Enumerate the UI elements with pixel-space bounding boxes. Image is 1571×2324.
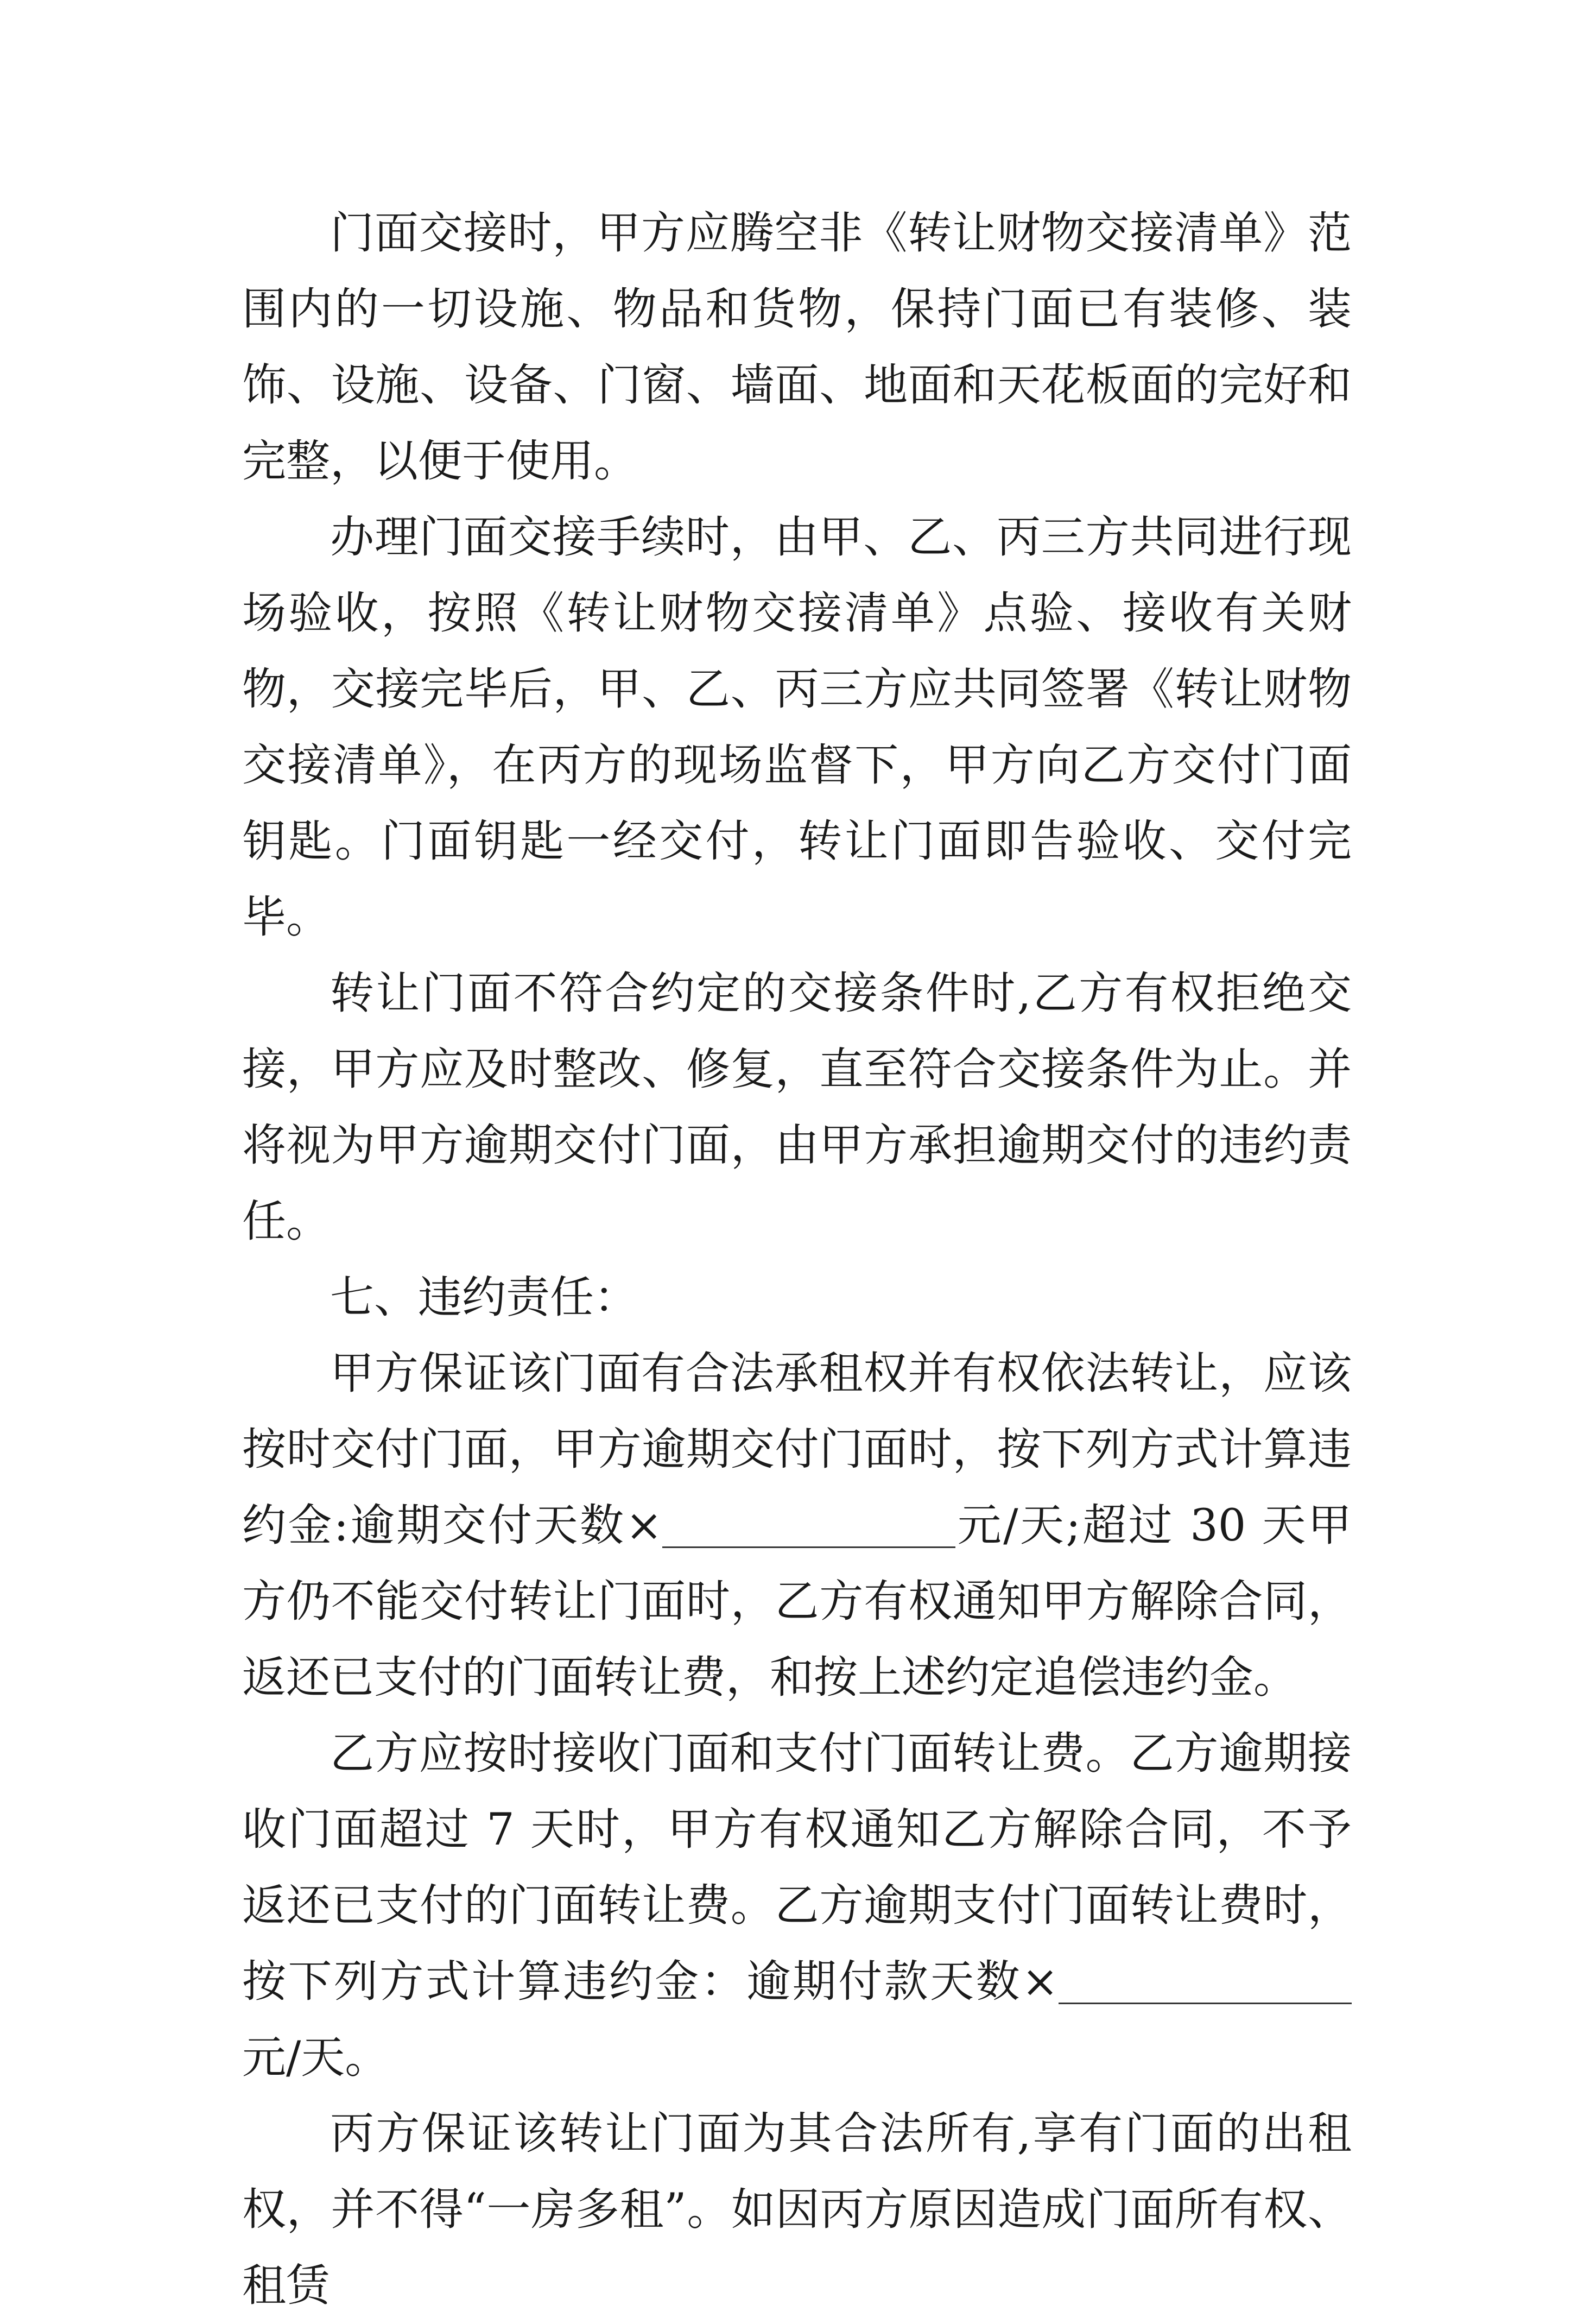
party-b-liability-text-end: 元/天。 xyxy=(242,2032,389,2083)
paragraph-party-a-liability xyxy=(242,1336,1352,1716)
paragraph-party-b-liability xyxy=(242,1716,1352,2096)
party-b-liability-text-start: 乙方应按时接收门面和支付门面转让费。乙方逾期接收门面超过 7 天时，甲方有权通知乙方解除合同，不予返还已支付的门面转让费。乙方逾期支付门面转让费时，按下列方式计算违约金：逾期付款天数× xyxy=(242,1728,1352,2007)
paragraph-party-c-guarantee: 丙方保证该转让门面为其合法所有,享有门面的出租权，并不得“一房多租”。如因丙方原因造成门面所有权、租赁 xyxy=(242,2108,1352,2312)
daily-penalty-blank-b xyxy=(1059,1959,1352,2004)
document-page xyxy=(242,195,1352,2324)
paragraph-handover-procedure: 办理门面交接手续时，由甲、乙、丙三方共同进行现场验收，按照《转让财物交接清单》点验、接收有关财物，交接完毕后，甲、乙、丙三方应共同签署《转让财物交接清单》，在丙方的现场监督下，甲方向乙方交付门面钥匙。门面钥匙一经交付，转让门面即告验收、交付完毕。 xyxy=(242,512,1352,943)
paragraph-handover-conditions: 门面交接时，甲方应腾空非《转让财物交接清单》范围内的一切设施、物品和货物，保持门面已有装修、装饰、设施、设备、门窗、墙面、地面和天花板面的完好和完整，以便于使用。 xyxy=(242,208,1352,487)
party-a-liability-text-end: 元/天;超过 30 天甲方仍不能交付转让门面时，乙方有权通知甲方解除合同，返还已支付的门面转让费，和按上述约定追偿违约金。 xyxy=(242,1500,1352,1703)
party-a-liability-text-start: 甲方保证该门面有合法承租权并有权依法转让，应该按时交付门面，甲方逾期交付门面时，按下列方式计算违约金:逾期交付天数× xyxy=(242,1348,1352,1551)
section-heading-breach-liability: 七、违约责任： xyxy=(330,1272,638,1323)
paragraph-nonconformity: 转让门面不符合约定的交接条件时,乙方有权拒绝交接，甲方应及时整改、修复，直至符合交接条件为止。并将视为甲方逾期交付门面，由甲方承担逾期交付的违约责任。 xyxy=(242,968,1352,1247)
daily-penalty-blank-a xyxy=(662,1503,955,1548)
